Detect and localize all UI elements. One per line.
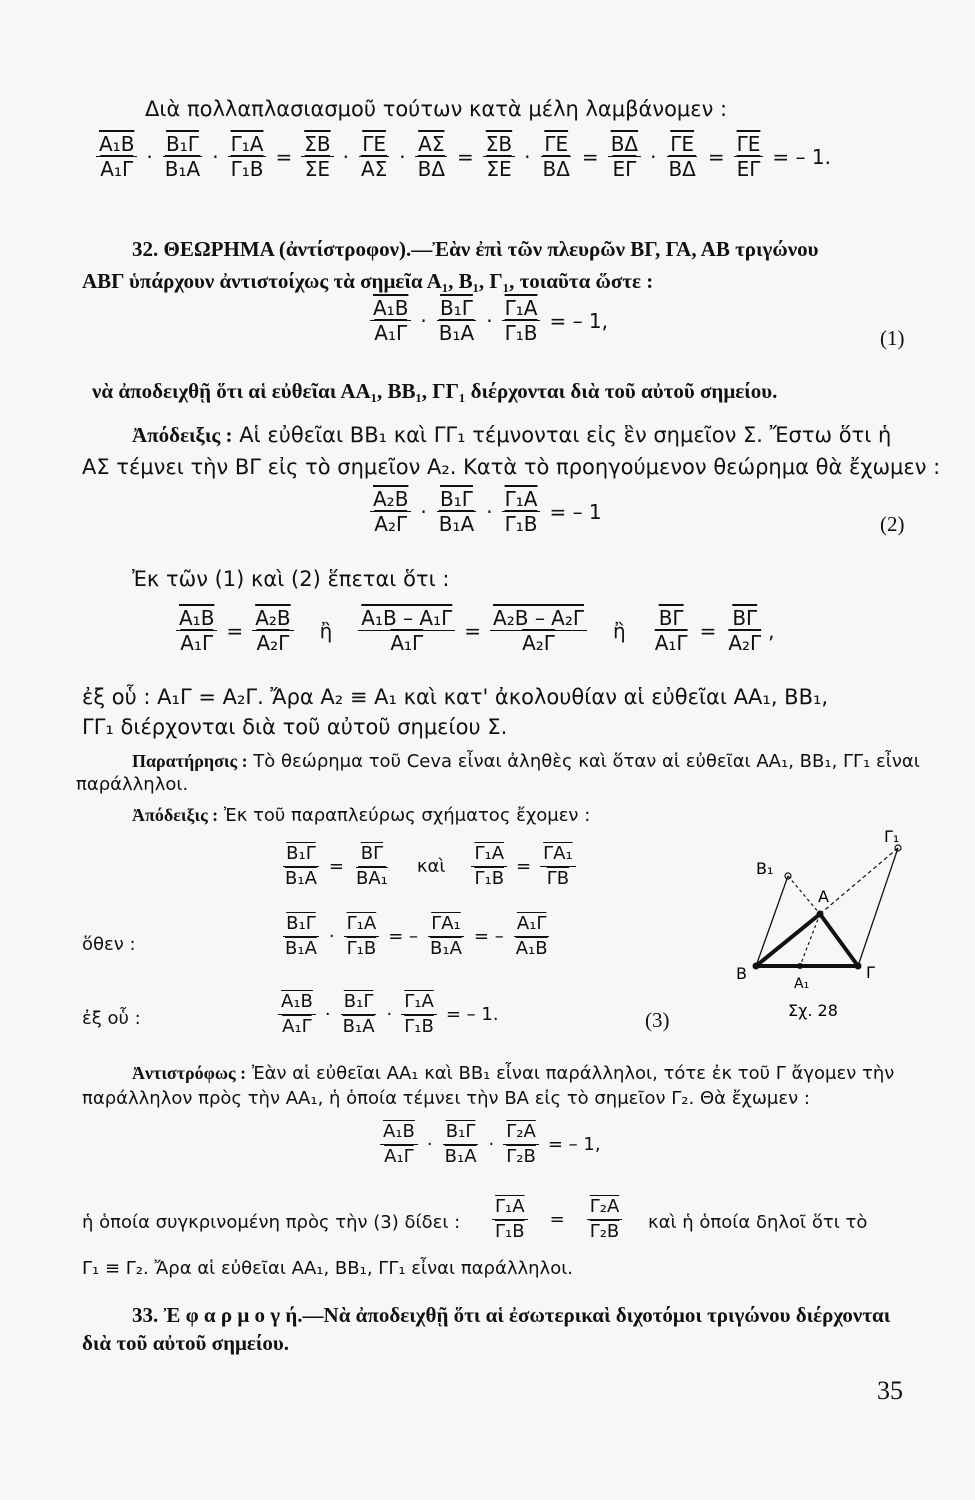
fraction: $\frac{\overline{\Sigma B}}{\Sigma E}$ xyxy=(483,132,515,181)
label-g: Γ xyxy=(866,963,875,982)
equation-1-label: (1) xyxy=(880,326,905,350)
fraction: $\frac{\overline{\Gamma E}}{B\Delta}$ xyxy=(668,132,696,181)
converse-line-2: παράλληλον πρὸς τὴν ΑΑ₁, ἡ ὁποία τέμνει τὴν ΒΑ εἰς τὸ σημεῖον Γ₂. Θὰ ἔχωμεν : xyxy=(82,1088,810,1109)
fraction: $\frac{\text{Α₂Β}}{\text{Α₂Γ}}$ xyxy=(252,606,293,655)
fraction: $\frac{\text{Γ₂Α}}{\text{Γ₂Β}}$ xyxy=(503,1120,539,1169)
fraction: $\frac{\text{Β₁Γ}}{\text{Β₁Α}}$ xyxy=(285,843,317,889)
equation-converse-1: $\frac{\text{Α₁Β}}{\text{Α₁Γ}}$ · $\frac{\text{Β₁Γ}}{\text{Β₁Α}}$ · $\frac{\text{Γ₂Α}}{\text{Γ₂Β}}$ = – 1, xyxy=(376,1120,606,1169)
equation-2: $\frac{\text{Α₂Β}}{\text{Α₂Γ}}$ · $\frac{\text{Β₁Γ}}{\text{Β₁Α}}$ · $\frac{\text{Γ₁Α}}{\text{Γ₁Β}}$ = – 1 xyxy=(366,487,607,536)
application-title: Ἐ φ α ρ μ ο γ ή. xyxy=(163,1303,303,1327)
fraction: $\frac{\overline{B\Gamma}}{\text{Α₂Γ}}$ xyxy=(728,606,762,655)
fraction: $\frac{\overline{\Sigma B}}{\Sigma E}$ xyxy=(301,132,333,181)
fraction: $\frac{\text{Β₁Γ}}{\text{Β₁Α}}$ xyxy=(342,991,375,1037)
remark-heading: Παρατήρησις : xyxy=(132,751,248,771)
fraction: $\frac{\text{Α₁Β}}{\text{Α₁Γ}}$ xyxy=(370,296,411,345)
fraction: $\frac{\text{Γ₁Α}}{\text{Γ₁Β}}$ xyxy=(502,296,541,345)
proof-line-3: Ἐκ τῶν (1) καὶ (2) ἕπεται ὅτι : xyxy=(132,567,450,591)
remark-whence: ἐξ οὗ : xyxy=(82,1008,141,1029)
equation-3: $\frac{\text{Α₁Β}}{\text{Α₁Γ}}$ · $\frac{\text{Β₁Γ}}{\text{Β₁Α}}$ · $\frac{\text{Γ₁Α}}{\text{Γ₁Β}}$ = – 1. xyxy=(274,990,504,1039)
equation-chain: $\frac{\text{Α₁Β}}{\text{Α₁Γ}}$ = $\frac{\text{Α₂Β}}{\text{Α₂Γ}}$ ἢ $\frac{\text{Α₁Β – Α₁Γ}}{\text{Α₁Γ}}$ = $\frac{\text{Α₂Β – Α₂Γ}}{\text{Α₂Γ}}$ ἢ $\frac{\overline{B\Gamma}}{\text{Α₁Γ}}$ = $\frac{\overline{B\Gamma}}{\text{Α₂Γ}}$ , xyxy=(172,606,775,655)
segment-g-g1 xyxy=(858,848,898,966)
fraction: $\frac{\text{Α₁Β}}{\text{Α₁Γ}}$ xyxy=(380,1120,418,1169)
equation-remark-2: $\frac{\text{Β₁Γ}}{\text{Β₁Α}}$ · $\frac{\text{Γ₁Α}}{\text{Γ₁Β}}$ = – $\frac{\text{ΓΑ₁}}{\text{Β₁Α}}$ = – $\frac{\text{Α₁Γ}}{\text{Α₁Β}}$ xyxy=(278,912,555,961)
fraction: $\frac{\overline{\Gamma E}}{E\Gamma}$ xyxy=(734,132,764,181)
application-number: 33. xyxy=(132,1303,159,1327)
proof-line-1: Ἀπόδειξις : Αἱ εὐθεῖαι ΒΒ₁ καὶ ΓΓ₁ τέμνονται εἰς ἓν σημεῖον Σ. Ἔστω ὅτι ἡ xyxy=(132,423,892,447)
fraction: $\frac{\overline{\Gamma E}}{A\Sigma}$ xyxy=(360,132,388,181)
proof-line-5: ΓΓ₁ διέρχονται διὰ τοῦ αὐτοῦ σημείου Σ. xyxy=(82,715,508,739)
fraction: $\frac{\text{ΓΑ₁}}{\Gamma B}$ xyxy=(540,842,576,891)
equation-remark-1: $\frac{\text{Β₁Γ}}{\text{Β₁Α}}$ = $\frac{\overline{B\Gamma}}{\text{ΒΑ₁}}$ καὶ $\frac{\text{Γ₁Α}}{\text{Γ₁Β}}$ = $\frac{\text{ΓΑ₁}}{\Gamma B}$ xyxy=(278,842,580,891)
fraction: $\frac{\text{Α₁Β – Α₁Γ}}{\text{Α₁Γ}}$ xyxy=(358,606,455,655)
converse-heading: Ἀντιστρόφως : xyxy=(132,1063,247,1083)
equation-top: $\frac{\text{Α₁Β}}{\text{Α₁Γ}}$ · $\frac{\text{Β₁Γ}}{\text{Β₁Α}}$ · $\frac{\text{Γ₁Α}}{\text{Γ₁Β}}$ = $\frac{\overline{\Sigma B}}{\Sigma E}$ · $\frac{\overline{\Gamma E}}{A\Sigma}$ · $\frac{\overline{A\Sigma}}{B\Delta}$ = $\frac{\overline{\Sigma B}}{\Sigma E}$ · $\frac{\overline{\Gamma E}}{B\Delta}$ = $\frac{\overline{B\Delta}}{E\Gamma}$ · $\frac{\overline{\Gamma E}}{B\Delta}$ = $\frac{\overline{\Gamma E}}{E\Gamma}$ = – 1. xyxy=(92,132,836,181)
figure-28 xyxy=(736,826,928,1026)
fraction: $\frac{\text{Γ₁Α}}{\text{Γ₁Β}}$ xyxy=(492,1195,528,1244)
theorem-title: ΘΕΩΡΗΜΑ (ἀντίστροφον). xyxy=(163,237,412,261)
label-b1: Β₁ xyxy=(756,859,774,878)
fraction: $\frac{\text{Γ₁Α}}{\text{Γ₁Β}}$ xyxy=(401,990,437,1039)
intro-line: Διὰ πολλαπλασιασμοῦ τούτων κατὰ μέλη λαμβάνομεν : xyxy=(145,97,728,121)
point-a xyxy=(817,911,824,918)
fraction: $\frac{\overline{B\Gamma}}{\text{ΒΑ₁}}$ xyxy=(355,843,388,889)
fraction: $\frac{\text{Β₁Γ}}{\text{Β₁Α}}$ xyxy=(438,296,475,345)
fraction: $\frac{\overline{\Gamma E}}{B\Delta}$ xyxy=(542,132,570,181)
fraction: $\frac{\text{ΓΑ₁}}{\text{Β₁Α}}$ xyxy=(430,913,462,959)
fraction: $\frac{\text{Γ₂Α}}{\text{Γ₂Β}}$ xyxy=(587,1195,623,1244)
theorem-heading xyxy=(132,236,819,262)
segment-b1-a xyxy=(788,876,820,914)
fraction: $\frac{\overline{B\Gamma}}{\text{Α₁Γ}}$ xyxy=(654,606,688,655)
remark-line-2: παράλληλοι. xyxy=(76,774,189,795)
fraction: $\frac{\text{Β₁Γ}}{\text{Β₁Α}}$ xyxy=(444,1121,477,1167)
point-b xyxy=(753,963,760,970)
label-g1: Γ₁ xyxy=(884,827,900,846)
fraction: $\frac{\text{Γ₁Α}}{\text{Γ₁Β}}$ xyxy=(502,487,541,536)
remark-hence: ὅθεν : xyxy=(82,934,136,955)
fraction: $\frac{\text{Α₁Β}}{\text{Α₁Γ}}$ xyxy=(278,990,316,1039)
fraction: $\frac{\overline{A\Sigma}}{B\Delta}$ xyxy=(415,132,448,181)
theorem-number: 32. xyxy=(132,237,159,261)
fraction: $\frac{\text{Β₁Γ}}{\text{Β₁Α}}$ xyxy=(285,913,317,959)
figure-caption: Σχ. 28 xyxy=(788,1001,838,1020)
proof-line-4: ἐξ οὗ : Α₁Γ = Α₂Γ. Ἄρα Α₂ ≡ Α₁ καὶ κατ' ἀκολουθίαν αἱ εὐθεῖαι ΑΑ₁, ΒΒ₁, xyxy=(82,685,829,709)
proof-line-2: ΑΣ τέμνει τὴν ΒΓ εἰς τὸ σημεῖον Α₂. Κατὰ τὸ προηγούμενον θεώρημα θὰ ἔχωμεν : xyxy=(82,455,941,479)
theorem-text-3: νὰ ἀποδειχθῇ ὅτι αἱ εὐθεῖαι ΑΑ₁, ΒΒ₁, ΓΓ₁ διέρχονται διὰ τοῦ αὐτοῦ σημείου. xyxy=(92,379,778,403)
fraction: $\frac{\overline{B\Delta}}{E\Gamma}$ xyxy=(608,132,641,181)
equation-1: $\frac{\text{Α₁Β}}{\text{Α₁Γ}}$ · $\frac{\text{Β₁Γ}}{\text{Β₁Α}}$ · $\frac{\text{Γ₁Α}}{\text{Γ₁Β}}$ = – 1, xyxy=(366,296,613,345)
point-a1 xyxy=(797,963,803,969)
converse-line-4: Γ₁ ≡ Γ₂. Ἄρα αἱ εὐθεῖαι ΑΑ₁, ΒΒ₁, ΓΓ₁ εἶναι παράλληλοι. xyxy=(82,1258,574,1279)
equation-converse-2: $\frac{\text{Γ₁Α}}{\text{Γ₁Β}}$ = $\frac{\text{Γ₂Α}}{\text{Γ₂Β}}$ xyxy=(488,1195,626,1244)
equation-result: = – 1. xyxy=(772,144,831,169)
fraction: $\frac{\text{Β₁Γ}}{\text{Β₁Α}}$ xyxy=(438,487,475,536)
point-g xyxy=(855,963,862,970)
converse-line-3b: καὶ ἡ ὁποία δηλοῖ ὅτι τὸ xyxy=(648,1212,868,1233)
fraction: $\frac{\text{Β₁Γ}}{\text{Β₁Α}}$ xyxy=(164,132,201,181)
label-a1: Α₁ xyxy=(794,976,810,992)
fraction: $\frac{\text{Γ₁Α}}{\text{Γ₁Β}}$ xyxy=(471,842,507,891)
fraction: $\frac{\text{Γ₁Α}}{\text{Γ₁Β}}$ xyxy=(344,912,380,961)
fraction: $\frac{\text{Α₁Β}}{\text{Α₁Γ}}$ xyxy=(96,132,137,181)
equation-2-label: (2) xyxy=(880,512,905,536)
label-b: Β xyxy=(736,964,747,983)
fraction: $\frac{\text{Γ₁Α}}{\text{Γ₁Β}}$ xyxy=(228,132,267,181)
converse-line-3: ἡ ὁποία συγκρινομένη πρὸς τὴν (3) δίδει : xyxy=(82,1212,461,1233)
fraction: $\frac{\text{Α₁Β}}{\text{Α₁Γ}}$ xyxy=(176,606,217,655)
fraction: $\frac{\text{Α₂Β – Α₂Γ}}{\text{Α₂Γ}}$ xyxy=(490,606,587,655)
label-a: Α xyxy=(818,887,829,906)
remark-line-1: Παρατήρησις : Τὸ θεώρημα τοῦ Ceva εἶναι ἀληθὲς καὶ ὅταν αἱ εὐθεῖαι ΑΑ₁, ΒΒ₁, ΓΓ₁ εἶναι xyxy=(132,751,920,772)
segment-a-g xyxy=(820,914,858,966)
fraction: $\frac{\text{Α₂Β}}{\text{Α₂Γ}}$ xyxy=(370,487,411,536)
application-text-1: —Νὰ ἀποδειχθῇ ὅτι αἱ ἐσωτερικαὶ διχοτόμοι τριγώνου διέρχονται xyxy=(302,1303,891,1327)
theorem-text-1: —Ἐὰν ἐπὶ τῶν πλευρῶν ΒΓ, ΓΑ, ΑΒ τριγώνου xyxy=(411,237,819,261)
theorem-text-2: ΑΒΓ ὑπάρχουν ἀντιστοίχως τὰ σημεῖα Α₁, Β₁, Γ₁, τοιαῦτα ὥστε : xyxy=(82,269,654,293)
fraction: $\frac{\text{Α₁Γ}}{\text{Α₁Β}}$ xyxy=(515,913,548,959)
remark-proof-line: Ἀπόδειξις : Ἐκ τοῦ παραπλεύρως σχήματος ἔχομεν : xyxy=(132,805,591,826)
proof-heading: Ἀπόδειξις : xyxy=(132,423,233,447)
application-text-2: διὰ τοῦ αὐτοῦ σημείου. xyxy=(82,1331,290,1355)
converse-line-1: Ἀντιστρόφως : Ἐὰν αἱ εὐθεῖαι ΑΑ₁ καὶ ΒΒ₁ εἶναι παράλληλοι, τότε ἐκ τοῦ Γ ἄγομεν τὴν xyxy=(132,1063,895,1084)
page-number: 35 xyxy=(877,1376,903,1405)
application-heading xyxy=(132,1302,890,1328)
equation-3-label: (3) xyxy=(645,1008,670,1032)
